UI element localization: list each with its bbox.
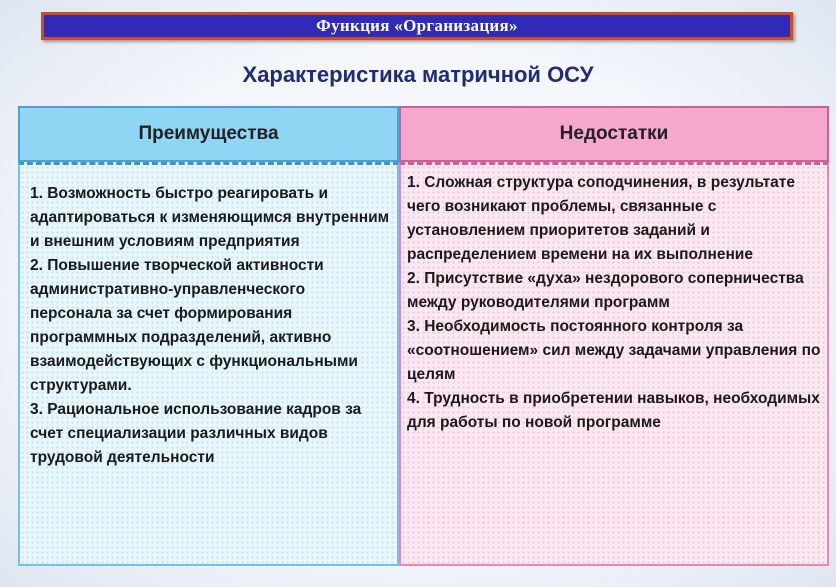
advantages-header-label: Преимущества bbox=[138, 123, 279, 144]
disadvantages-list bbox=[399, 162, 829, 566]
disadvantage-item-2: 2. Присутствие «духа» нездорового соперничества между руководителями программ bbox=[407, 270, 804, 311]
function-banner bbox=[41, 12, 793, 40]
disadvantages-header bbox=[399, 106, 829, 162]
disadvantage-item-3: 3. Необходимость постоянного контроля за «соотношением» сил между задачами управления по целям bbox=[407, 318, 821, 383]
advantages-header bbox=[18, 106, 399, 162]
disadvantage-item-4: 4. Трудность в приобретении навыков, необходимых для работы по новой программе bbox=[407, 390, 820, 431]
disadvantages-header-label: Недостатки bbox=[559, 123, 669, 144]
disadvantage-item-1: 1. Сложная структура соподчинения, в результате чего возникают проблемы, связанные с установлением приоритетов заданий и распределением времени на их выполнение bbox=[407, 174, 795, 263]
advantage-item-3: 3. Рациональное использование кадров за счет специализации различных видов трудовой деятельности bbox=[30, 401, 362, 466]
page-title: Характеристика матричной ОСУ bbox=[242, 62, 594, 87]
advantage-item-2: 2. Повышение творческой активности административно-управленческого персонала за счет формирования программных подразделений, активно взаимодействующих с функциональными структурами. bbox=[30, 257, 358, 394]
banner-title: Функция «Организация» bbox=[316, 16, 518, 35]
advantage-item-1: 1. Возможность быстро реагировать и адаптироваться к изменяющимся внутренним и внешним условиям предприятия bbox=[30, 185, 390, 250]
advantages-list bbox=[18, 162, 399, 566]
